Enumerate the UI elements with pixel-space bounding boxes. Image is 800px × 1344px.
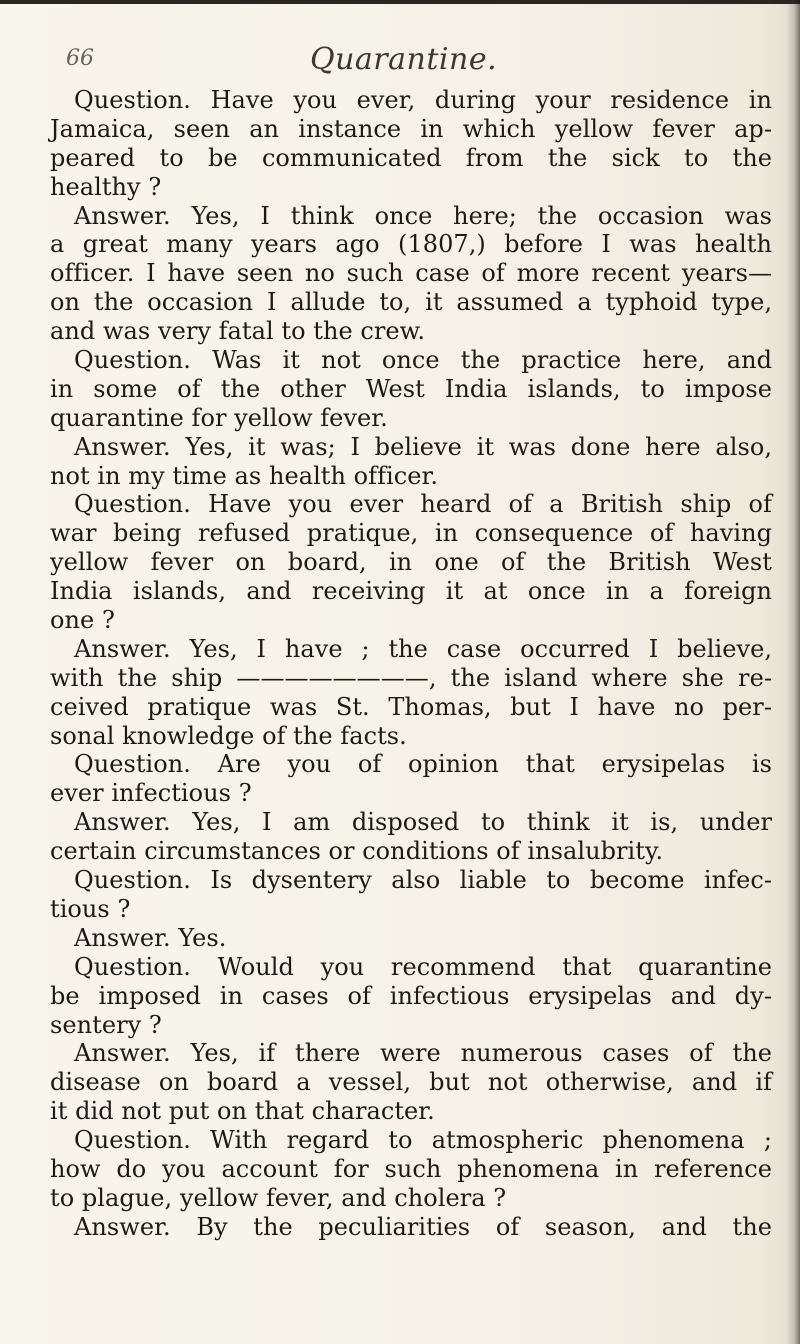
text-line: with the ship ————————, the island where she re-	[50, 663, 772, 692]
text-line: Question. Have you ever, during your residence in	[74, 86, 772, 114]
page-number: 66	[66, 46, 94, 71]
text-line: quarantine for yellow fever.	[50, 403, 388, 432]
text-line: Question. With regard to atmospheric phenomena ;	[74, 1126, 772, 1155]
text-line: tious ?	[50, 894, 131, 923]
text-line: certain circumstances or conditions of insalubrity.	[50, 837, 664, 866]
text-line: Answer. Yes, I have ; the case occurred I believe,	[74, 634, 772, 663]
text-line: disease on board a vessel, but not otherwise, and if	[50, 1068, 772, 1097]
text-line: officer. I have seen no such case of more recent years—	[50, 259, 772, 288]
text-line: Answer. Yes, I am disposed to think it is, under	[74, 808, 772, 837]
text-line: on the occasion I allude to, it assumed a typhoid type,	[50, 288, 772, 317]
text-line: Question. Are you of opinion that erysipelas is	[74, 750, 772, 779]
page-top-edge	[0, 0, 800, 4]
page-header	[0, 42, 800, 86]
text-line: to plague, yellow fever, and cholera ?	[50, 1183, 507, 1212]
text-line: healthy ?	[50, 172, 162, 201]
body-text	[50, 86, 772, 1242]
text-line: Jamaica, seen an instance in which yellow fever ap-	[50, 114, 772, 143]
text-line: India islands, and receiving it at once in a foreign	[50, 577, 772, 606]
text-line: peared to be communicated from the sick to the	[50, 143, 772, 172]
text-line: be imposed in cases of infectious erysipelas and dy-	[50, 981, 772, 1010]
text-line: a great many years ago (1807,) before I was health	[50, 230, 772, 259]
page-binding-shadow	[786, 0, 800, 1344]
text-line: ever infectious ?	[50, 779, 252, 808]
text-line: it did not put on that character.	[50, 1097, 435, 1126]
text-line: Question. Was it not once the practice here, and	[74, 346, 772, 375]
text-line: Answer. By the peculiarities of season, and the	[74, 1212, 772, 1241]
text-line: not in my time as health officer.	[50, 461, 439, 490]
text-line: sentery ?	[50, 1010, 162, 1039]
text-line: ceived pratique was St. Thomas, but I have no per-	[50, 692, 772, 721]
text-line: one ?	[50, 606, 115, 635]
text-line: Question. Is dysentery also liable to become infec-	[74, 866, 772, 895]
text-line: how do you account for such phenomena in reference	[50, 1154, 772, 1183]
text-line: Answer. Yes, I think once here; the occasion was	[74, 201, 772, 230]
text-line: sonal knowledge of the facts.	[50, 721, 407, 750]
running-title: Quarantine.	[310, 42, 498, 77]
text-line: in some of the other West India islands, to impose	[50, 374, 772, 403]
text-line: Answer. Yes, it was; I believe it was done here also,	[74, 432, 772, 461]
text-line: Question. Would you recommend that quarantine	[74, 952, 772, 981]
text-line: Answer. Yes, if there were numerous cases of the	[74, 1039, 772, 1068]
text-line: and was very fatal to the crew.	[50, 317, 426, 346]
text-line: yellow fever on board, in one of the British West	[50, 548, 772, 577]
text-line: Answer. Yes.	[74, 923, 227, 952]
text-line: war being refused pratique, in consequence of having	[50, 519, 772, 548]
text-line: Question. Have you ever heard of a British ship of	[74, 490, 772, 519]
